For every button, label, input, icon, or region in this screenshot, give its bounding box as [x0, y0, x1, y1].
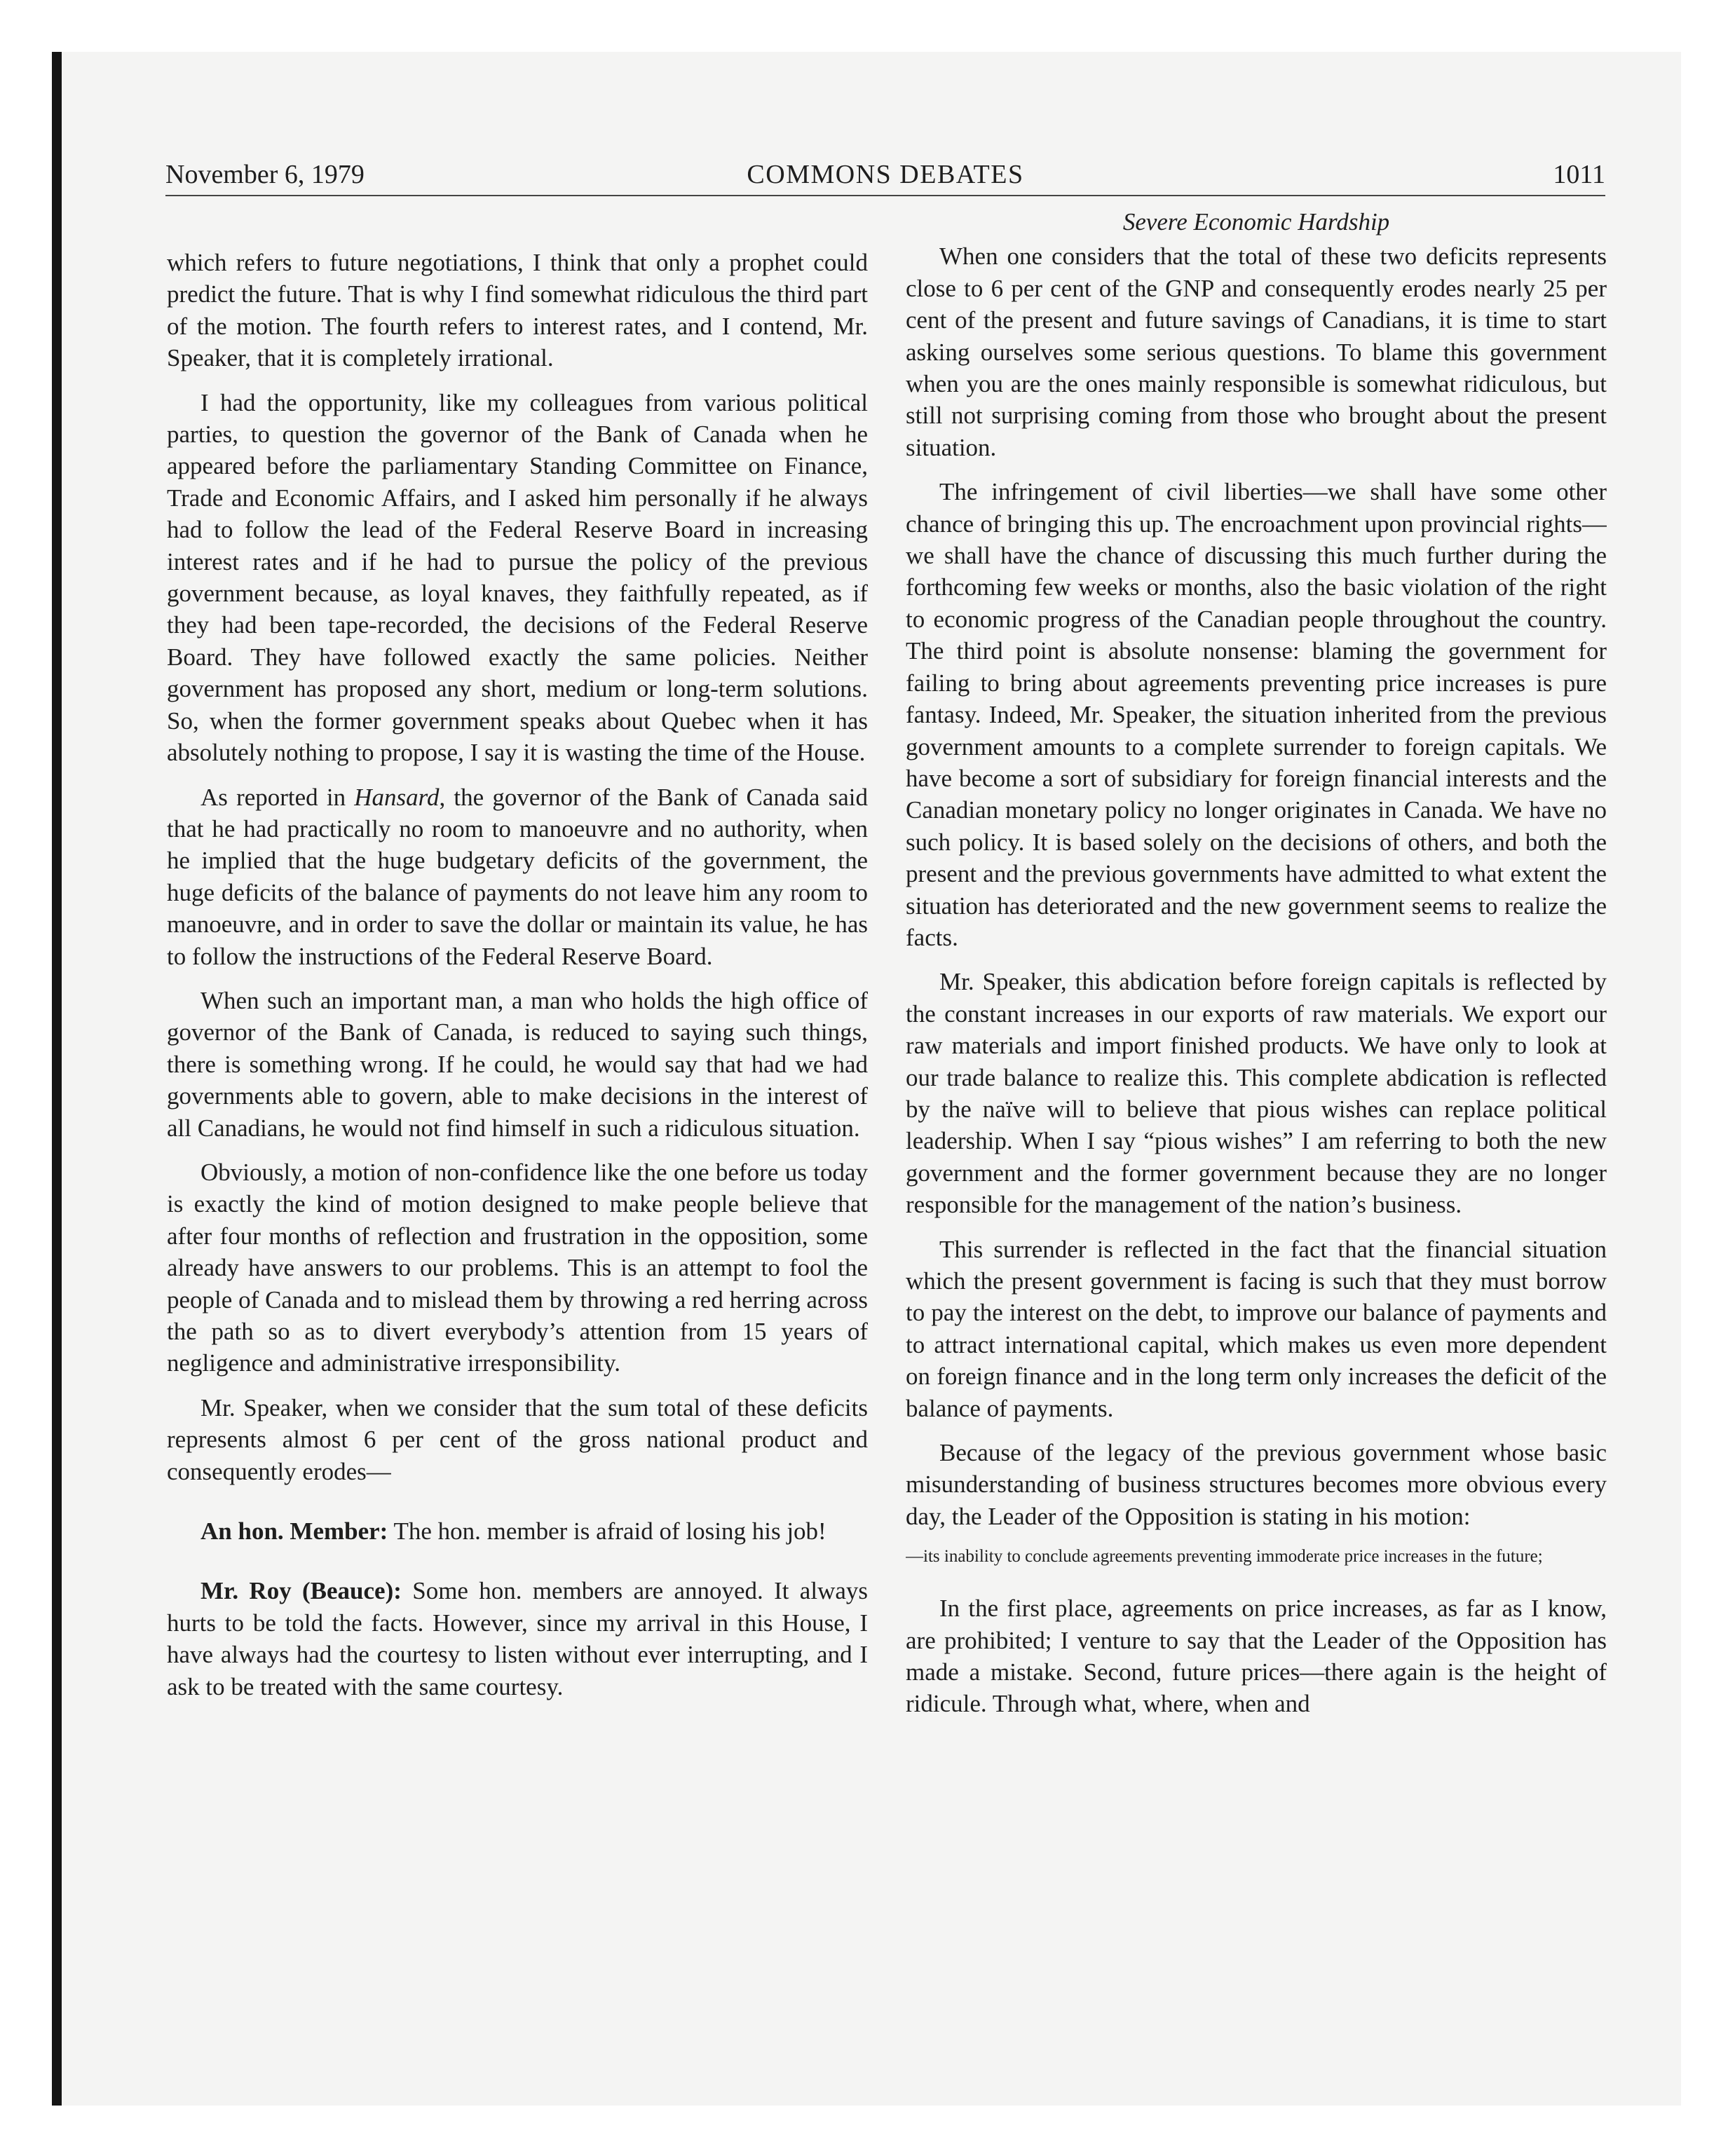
paragraph: This surrender is reflected in the fact that the financial situation which the present government is facing is such that they must borrow to pay the interest on the debt, to improve our balance of payments and to attract international capital, which makes us even more dependent on foreign finance and in the long term only increases the deficit of the balance of payments.	[906, 1235, 1607, 1422]
paragraph: which refers to future negotiations, I think that only a prophet could predict the future. That is why I find somewhat ridiculous the third part of the motion. The fourth refers to interest rates, and I contend, Mr. Speaker, that it is completely irrational.	[167, 249, 868, 372]
paragraph-text: As reported in	[200, 783, 355, 811]
right-column	[906, 206, 1607, 1916]
paragraph: Mr. Speaker, when we consider that the sum total of these deficits represents almost 6 per cent of the gross national product and consequently erodes—	[167, 1393, 868, 1485]
paragraph: When one considers that the total of these two deficits represents close to 6 per cent of the GNP and consequently erodes nearly 25 per cent of the present and future savings of Canadians, it is time to start asking ourselves some serious questions. To blame this government when you are the ones mainly responsible is somewhat ridiculous, but still not surprising coming from those who brought about the present situation.	[906, 243, 1607, 461]
section-subheading: Severe Economic Hardship	[1122, 208, 1390, 236]
speaker-name: An hon. Member:	[200, 1517, 388, 1546]
paragraph: When such an important man, a man who holds the high office of governor of the Bank of Canada, is reduced to saying such things, there is something wrong. If he could, he would say that had we had governments able to govern, able to make decisions in the interest of all Canadians, he would not find himself in such a ridiculous situation.	[167, 986, 868, 1142]
hansard-italic: Hansard	[354, 783, 440, 811]
motion-quote: —its inability to conclude agreements preventing immoderate price increases in the future;	[906, 1547, 1543, 1567]
header-rule	[165, 195, 1605, 196]
header-date: November 6, 1979	[165, 160, 365, 189]
speech-text: The hon. member is afraid of losing his job!	[388, 1517, 826, 1546]
speech-hon-member	[167, 1515, 868, 1547]
paragraph: Obviously, a motion of non-confidence like the one before us today is exactly the kind of motion designed to make people believe that after four months of reflection and frustration in the opposition, some already have answers to our problems. This is an attempt to fool the people of Canada and to mislead them by throwing a red herring across the path so as to divert everybody’s attention from 15 years of negligence and administrative irresponsibility.	[167, 1158, 868, 1377]
page-number: 1011	[1553, 160, 1605, 189]
paragraph: I had the opportunity, like my colleagues from various political parties, to question the governor of the Bank of Canada when he appeared before the parliamentary Standing Committee on Finance, Trade and Economic Affairs, and I asked him personally if he always had to follow the lead of the Federal Reserve Board in increasing interest rates and if he had to pursue the policy of the previous government because, as loyal knaves, they faithfully repeated, as if they had been tape-recorded, the decisions of the Federal Reserve Board. They have followed exactly the same policies. Neither government has proposed any short, medium or long-term solutions. So, when the former government speaks about Quebec when it has absolutely nothing to propose, I say it is wasting the time of the House.	[167, 388, 868, 767]
paragraph	[167, 782, 868, 972]
speaker-name: Mr. Roy (Beauce):	[200, 1577, 402, 1605]
running-header	[165, 157, 1605, 192]
paragraph: In the first place, agreements on price increases, as far as I know, are prohibited; I venture to say that the Leader of the Opposition has made a mistake. Second, future prices—there again is the height of ridicule. Through what, where, when and	[906, 1595, 1607, 1718]
paragraph: The infringement of civil liberties—we shall have some other chance of bringing this up. The encroachment upon provincial rights—we shall have the chance of discussing this much further during the forthcoming few weeks or months, also the basic violation of the right to economic progress of the Canadian people throughout the country. The third point is absolute nonsense: blaming the government for failing to bring about agreements preventing price increases is pure fantasy. Indeed, Mr. Speaker, the situation inherited from the previous government amounts to a complete surrender to foreign capitals. We have become a sort of subsidiary for foreign financial interests and the Canadian monetary policy no longer originates in Canada. We have no such policy. It is based solely on the decisions of others, and both the present and the previous governments have admitted to what extent the situation has deteriorated and the new government seems to realize the facts.	[906, 478, 1607, 951]
speech-mr-roy	[167, 1575, 868, 1703]
header-title: COMMONS DEBATES	[747, 160, 1024, 189]
paragraph: Because of the legacy of the previous government whose basic misunderstanding of business structures becomes more obvious every day, the Leader of the Opposition is stating in his motion:	[906, 1439, 1607, 1530]
left-column	[167, 247, 868, 1957]
paragraph-text: , the governor of the Bank of Canada said that he had practically no room to manoeuvre and no authority, when he implied that the huge budgetary deficits of the government, the huge deficits of the balance of payments do not leave him any room to manoeuvre, and in order to save the dollar or maintain its value, he has to follow the instructions of the Federal Reserve Board.	[167, 783, 868, 970]
speech-text: Some hon. members are annoyed. It always hurts to be told the facts. However, since my arrival in this House, I have always had the courtesy to listen without ever interrupting, and I ask to be treated with the same courtesy.	[167, 1577, 868, 1700]
binding-edge	[52, 52, 62, 2106]
paragraph: Mr. Speaker, this abdication before foreign capitals is reflected by the constant increases in our exports of raw materials. We export our raw materials and import finished products. We have only to look at our trade balance to realize this. This complete abdication is reflected by the naïve will to believe that pious wishes can replace political leadership. When I say “pious wishes” I am referring to both the new government and the former government because they are no longer responsible for the management of the nation’s business.	[906, 968, 1607, 1219]
